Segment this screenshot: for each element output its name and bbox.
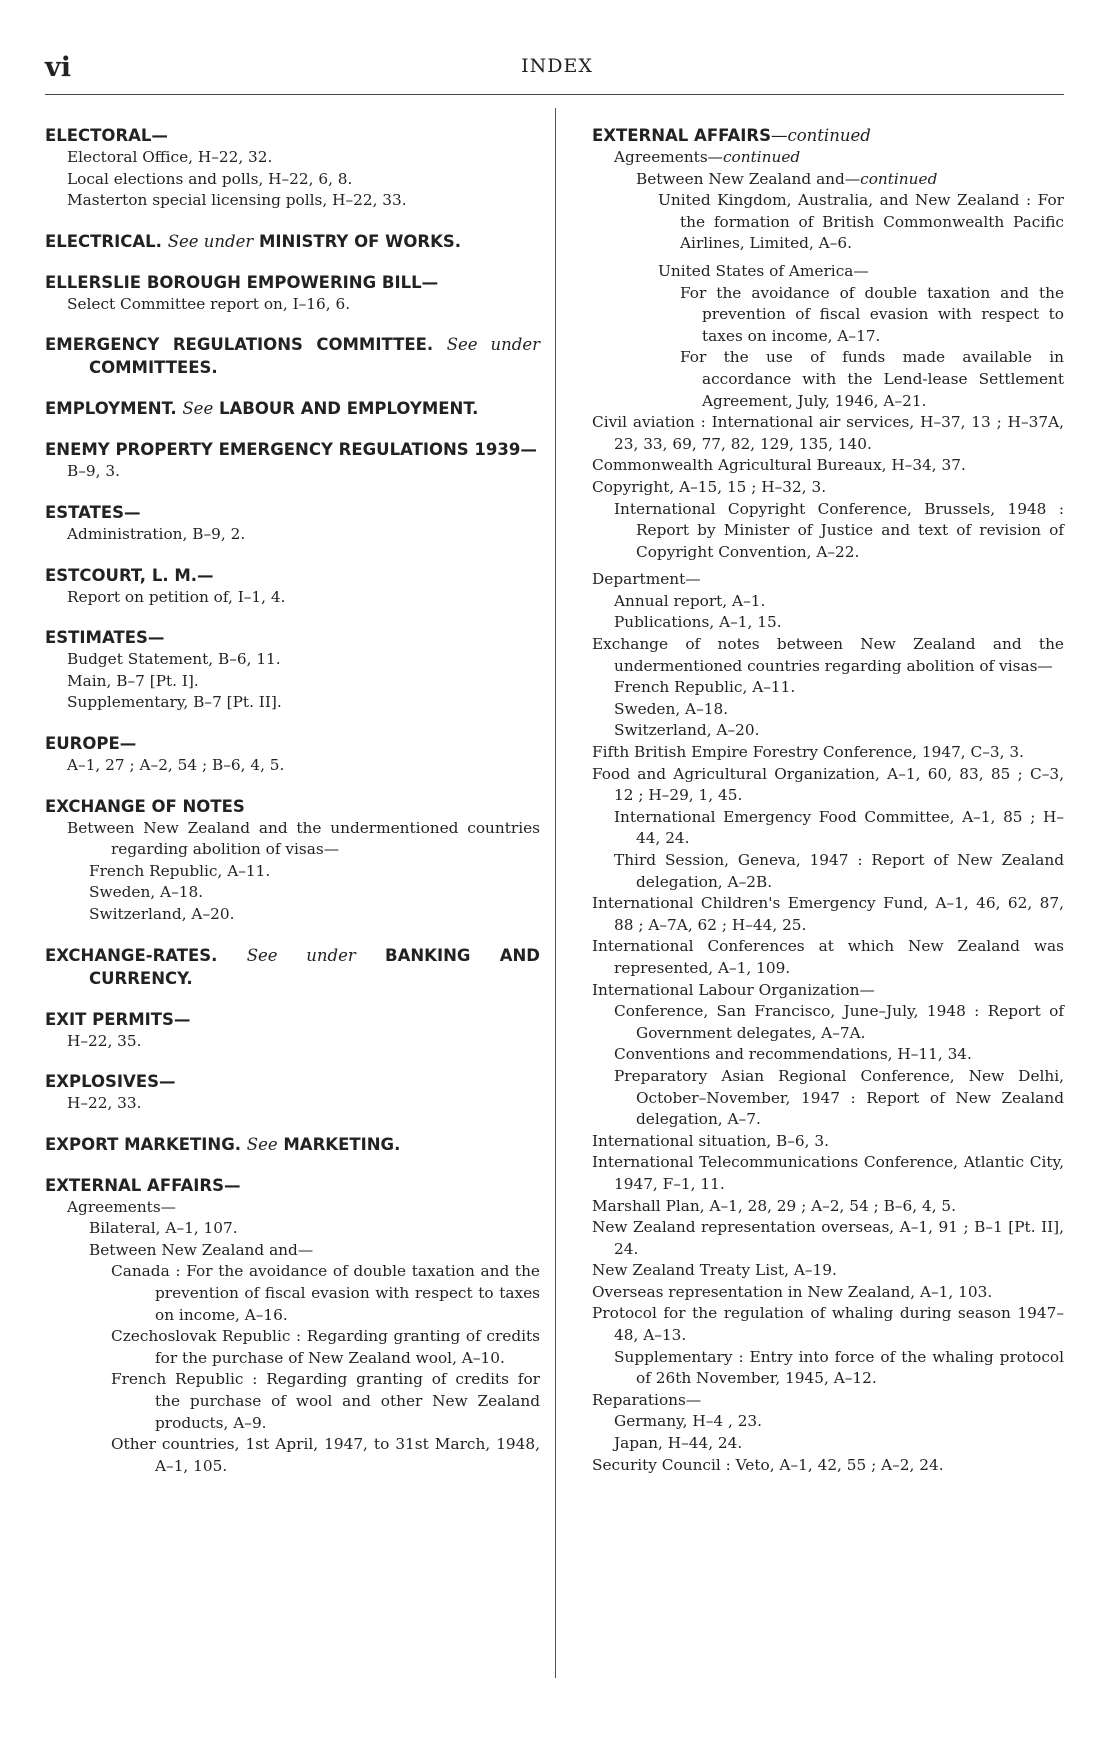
- entry-line: Department—: [592, 570, 701, 589]
- entry-line: Between New Zealand and—continued: [636, 169, 938, 188]
- header-rule: [45, 94, 1064, 95]
- entry-line: Marshall Plan, A–1, 28, 29 ; A–2, 54 ; B–6, 4, 5.: [592, 1196, 957, 1215]
- entry-line: Publications, A–1, 15.: [614, 613, 782, 632]
- entry-line: For the use of funds made available in accordance with the Lend-lease Settlement Agreement, July, 1946, A–21.: [680, 348, 1064, 410]
- entry-heading: ELECTRICAL. See under MINISTRY OF WORKS.: [45, 231, 462, 251]
- index-entry-estimates: [45, 626, 540, 714]
- index-entry-estates: [45, 501, 540, 546]
- index-entry-external-affairs: [45, 1174, 540, 1478]
- index-entry-estcourt: [45, 564, 540, 609]
- entry-line: International Labour Organization—: [592, 980, 875, 999]
- entry-line: Administration, B–9, 2.: [67, 524, 246, 543]
- entry-line: United Kingdom, Australia, and New Zealand : For the formation of British Commonwealth Pacific Airlines, Limited, A–6.: [658, 191, 1064, 253]
- index-entry-explosives: [45, 1070, 540, 1115]
- entry-line: Sweden, A–18.: [89, 883, 204, 902]
- entry-line: Bilateral, A–1, 107.: [89, 1219, 238, 1238]
- entry-line: Between New Zealand and the undermentioned countries regarding abolition of visas—: [67, 818, 540, 859]
- entry-line: B–9, 3.: [67, 462, 120, 481]
- index-entry-exchange-rates: [45, 944, 540, 990]
- entry-line: Electoral Office, H–22, 32.: [67, 148, 273, 166]
- entry-line: International Telecommunications Conference, Atlantic City, 1947, F–1, 11.: [592, 1153, 1064, 1193]
- entry-heading: ESTIMATES—: [45, 628, 165, 648]
- entry-line: Local elections and polls, H–22, 6, 8.: [67, 169, 353, 188]
- index-entry-emergency-regulations: [45, 333, 540, 379]
- entry-heading: ESTATES—: [45, 502, 141, 522]
- entry-line: Switzerland, A–20.: [614, 721, 760, 740]
- entry-heading: EUROPE—: [45, 733, 137, 753]
- index-entry-exchange-of-notes: [45, 795, 540, 926]
- entry-heading: EXPLOSIVES—: [45, 1072, 176, 1092]
- entry-line: Annual report, A–1.: [614, 591, 766, 610]
- entry-line: Report on petition of, I–1, 4.: [67, 587, 286, 606]
- entry-line: Third Session, Geneva, 1947 : Report of New Zealand delegation, A–2B.: [614, 851, 1064, 891]
- entry-heading: ESTCOURT, L. M.—: [45, 565, 214, 585]
- entry-heading: EMERGENCY REGULATIONS COMMITTEE. See under COMMITTEES.: [45, 335, 541, 378]
- entry-line: Main, B–7 [Pt. I].: [67, 671, 199, 690]
- entry-line: Exchange of notes between New Zealand and the undermentioned countries regarding abolition of visas—: [592, 635, 1064, 675]
- entry-line: Germany, H–4 , 23.: [614, 1412, 763, 1431]
- entry-line: Budget Statement, B–6, 11.: [67, 650, 281, 669]
- entry-line: International Emergency Food Committee, A–1, 85 ; H–44, 24.: [614, 807, 1064, 848]
- index-entry-export-marketing: [45, 1133, 540, 1156]
- entry-line: New Zealand representation overseas, A–1, 91 ; B–1 [Pt. II], 24.: [592, 1218, 1064, 1258]
- entry-line: Reparations—: [592, 1390, 702, 1409]
- entry-line: A–1, 27 ; A–2, 54 ; B–6, 4, 5.: [67, 755, 285, 774]
- index-entry-exit-permits: [45, 1008, 540, 1053]
- entry-heading: EXCHANGE OF NOTES: [45, 796, 245, 816]
- entry-heading: ENEMY PROPERTY EMERGENCY REGULATIONS 1939—: [45, 440, 537, 460]
- entry-line: International Copyright Conference, Brussels, 1948 : Report by Minister of Justice and text of revision of Copyright Convention, A–22.: [614, 499, 1064, 561]
- entry-heading: EXIT PERMITS—: [45, 1009, 191, 1029]
- entry-line: Agreements—: [67, 1197, 176, 1216]
- entry-line: International situation, B–6, 3.: [592, 1131, 829, 1150]
- entry-line: Supplementary : Entry into force of the whaling protocol of 26th November, 1945, A–12.: [614, 1347, 1064, 1388]
- entry-line: Preparatory Asian Regional Conference, New Delhi, October–November, 1947 : Report of New Zealand delegation, A–7.: [614, 1066, 1064, 1129]
- entry-line: Commonwealth Agricultural Bureaux, H–34, 37.: [592, 456, 966, 475]
- entry-line: H–22, 33.: [67, 1094, 142, 1113]
- entry-line: Agreements—continued: [614, 148, 801, 166]
- entry-heading: EXCHANGE-RATES. See under BANKING AND CURRENCY.: [45, 945, 540, 988]
- entry-line: Security Council : Veto, A–1, 42, 55 ; A–2, 24.: [592, 1455, 944, 1474]
- entry-line: New Zealand Treaty List, A–19.: [592, 1261, 837, 1280]
- entry-line: French Republic : Regarding granting of credits for the purchase of wool and other New Zealand products, A–9.: [111, 1370, 540, 1432]
- page-title: INDEX: [521, 55, 593, 77]
- entry-line: Conventions and recommendations, H–11, 34.: [614, 1045, 972, 1064]
- entry-line: Czechoslovak Republic : Regarding granting of credits for the purchase of New Zealand wool, A–10.: [111, 1327, 540, 1367]
- index-entry-employment: [45, 397, 540, 420]
- entry-line: Civil aviation : International air services, H–37, 13 ; H–37A, 23, 33, 69, 77, 82, 129, 135, 140.: [592, 413, 1064, 453]
- index-entry-electrical: [45, 230, 540, 253]
- index-entry-enemy-property: [45, 438, 540, 483]
- index-entry-electoral: [45, 124, 540, 212]
- entry-heading: ELECTORAL—: [45, 126, 168, 145]
- entry-line: H–22, 35.: [67, 1031, 142, 1050]
- entry-line: International Children's Emergency Fund, A–1, 46, 62, 87, 88 ; A–7A, 62 ; H–44, 25.: [592, 894, 1064, 934]
- entry-line: International Conferences at which New Zealand was represented, A–1, 109.: [592, 937, 1064, 977]
- column-divider: [555, 108, 556, 1678]
- entry-line: Copyright, A–15, 15 ; H–32, 3.: [592, 477, 827, 496]
- entry-line: For the avoidance of double taxation and the prevention of fiscal evasion with respect to taxes on income, A–17.: [680, 283, 1064, 345]
- entry-heading: EXPORT MARKETING. See MARKETING.: [45, 1134, 401, 1154]
- entry-line: French Republic, A–11.: [89, 861, 271, 880]
- entry-line: United States of America—: [658, 261, 869, 280]
- entry-line: Protocol for the regulation of whaling during season 1947–48, A–13.: [592, 1304, 1064, 1345]
- entry-line: Food and Agricultural Organization, A–1, 60, 83, 85 ; C–3, 12 ; H–29, 1, 45.: [592, 764, 1064, 805]
- entry-line: Sweden, A–18.: [614, 699, 729, 718]
- entry-line: Between New Zealand and—: [89, 1240, 314, 1259]
- entry-line: Conference, San Francisco, June–July, 1948 : Report of Government delegates, A–7A.: [614, 1002, 1064, 1042]
- right-column: [592, 124, 1064, 1476]
- entry-line: French Republic, A–11.: [614, 678, 796, 697]
- entry-line: Other countries, 1st April, 1947, to 31st March, 1948, A–1, 105.: [111, 1435, 540, 1475]
- entry-line: Fifth British Empire Forestry Conference, 1947, C–3, 3.: [592, 743, 1024, 762]
- entry-heading: EXTERNAL AFFAIRS—continued: [592, 126, 871, 145]
- index-entry-europe: [45, 732, 540, 777]
- entry-line: Select Committee report on, I–16, 6.: [67, 294, 351, 313]
- left-column: [45, 124, 540, 1495]
- entry-heading: ELLERSLIE BOROUGH EMPOWERING BILL—: [45, 272, 439, 292]
- index-entry-ellerslie: [45, 271, 540, 316]
- page-number: vi: [45, 52, 71, 83]
- entry-line: Japan, H–44, 24.: [614, 1434, 743, 1453]
- entry-line: Overseas representation in New Zealand, A–1, 103.: [592, 1282, 993, 1301]
- entry-line: Masterton special licensing polls, H–22, 33.: [67, 191, 407, 210]
- entry-line: Supplementary, B–7 [Pt. II].: [67, 693, 282, 712]
- entry-line: Canada : For the avoidance of double taxation and the prevention of fiscal evasion with respect to taxes on income, A–16.: [111, 1262, 540, 1324]
- entry-line: Switzerland, A–20.: [89, 904, 235, 923]
- entry-heading: EXTERNAL AFFAIRS—: [45, 1175, 241, 1195]
- entry-heading: EMPLOYMENT. See LABOUR AND EMPLOYMENT.: [45, 399, 479, 419]
